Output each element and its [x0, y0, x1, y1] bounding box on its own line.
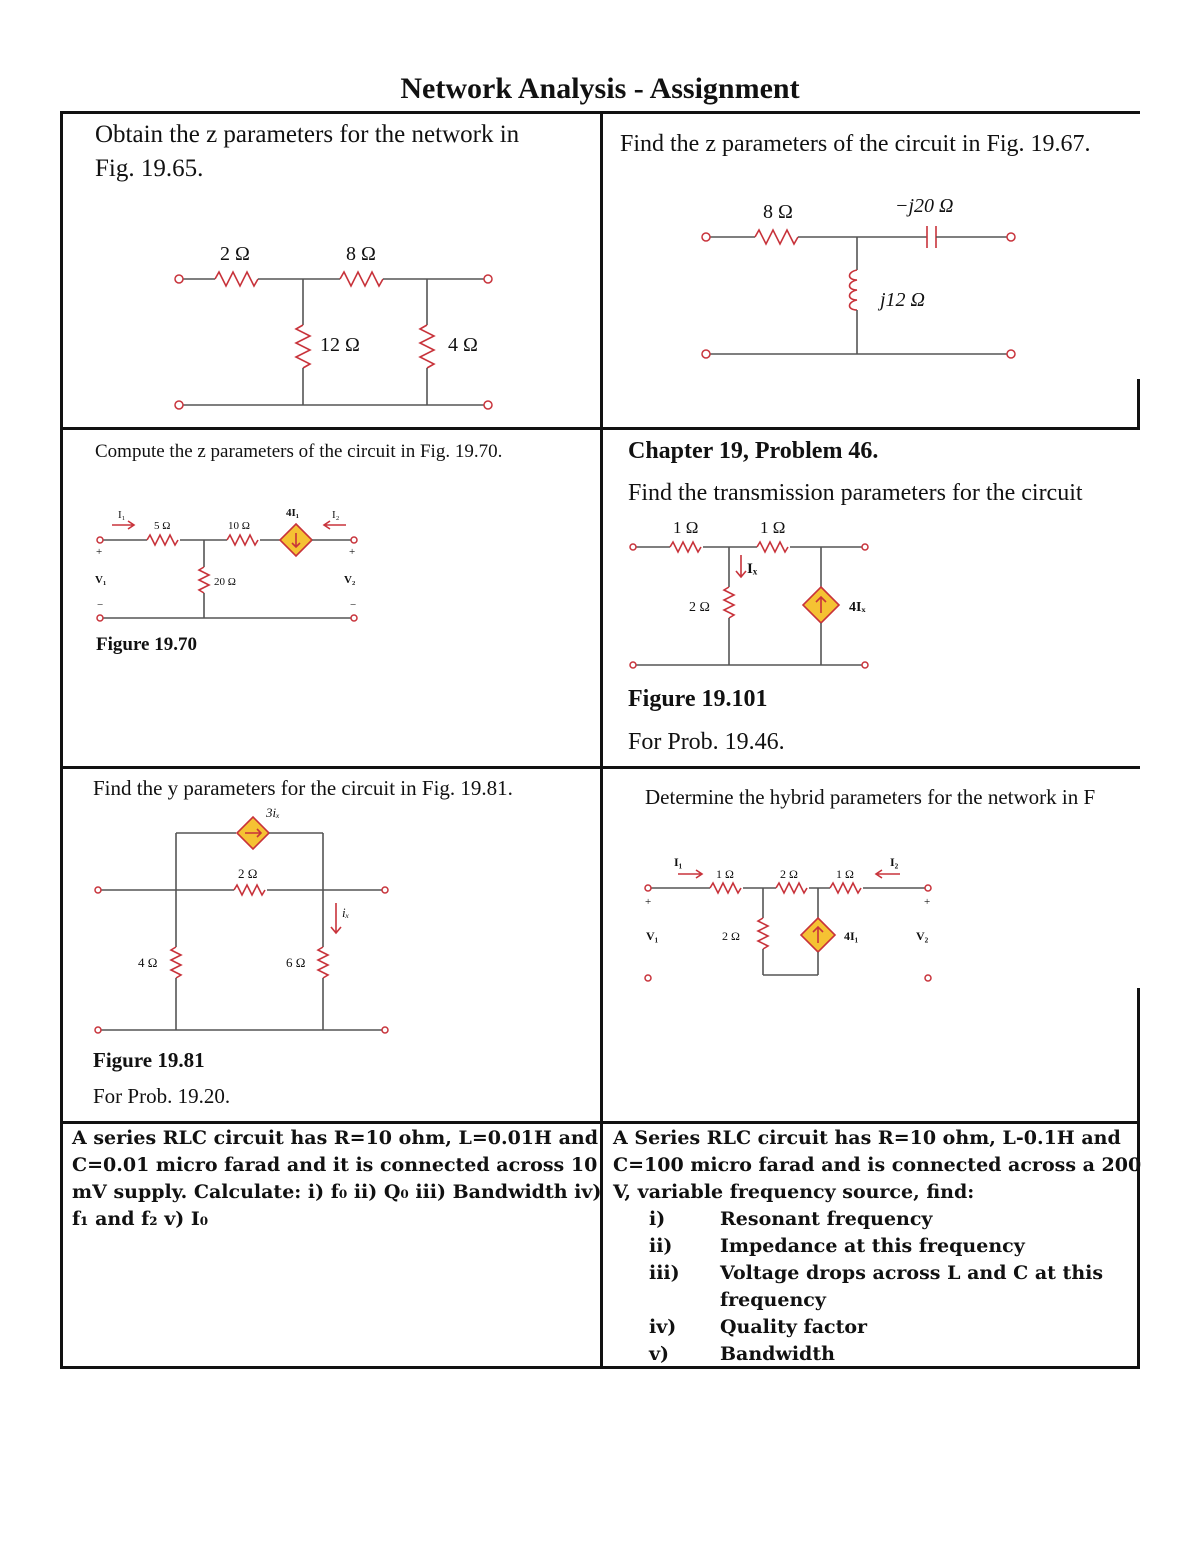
cell3-text: Compute the z parameters of the circuit in Fig. 19.70.: [95, 441, 503, 462]
list-item: iii) Voltage drops across L and C at this: [649, 1262, 1104, 1284]
resistor-label: 2 Ω: [689, 600, 710, 615]
source-label: 4I₁: [286, 507, 300, 519]
cell8-line: A Series RLC circuit has R=10 ohm, L-0.1H and: [613, 1127, 1121, 1149]
voltage-label: V₁: [95, 574, 107, 586]
circuit-fig-19-67: [695, 188, 1025, 368]
table-rule: [60, 111, 63, 1369]
circuit-fig-19-70: [92, 505, 367, 625]
resistor-label: 6 Ω: [286, 955, 306, 970]
resistor-label: 2 Ω: [220, 243, 250, 265]
list-item: v) Bandwidth: [649, 1343, 835, 1365]
cell1-text-line1: Obtain the z parameters for the network in: [95, 121, 520, 148]
current-label: I₁: [674, 855, 683, 869]
cell4-text: Find the transmission parameters for the circuit: [628, 480, 1083, 506]
svg-text:+: +: [924, 896, 931, 908]
inductor-label: j12 Ω: [880, 289, 926, 311]
cell4-figure-label: Figure 19.101: [628, 686, 768, 712]
cell1-text-line2: Fig. 19.65.: [95, 155, 204, 182]
cell6-text: Determine the hybrid parameters for the network in F: [645, 785, 1096, 809]
resistor-label: 2 Ω: [238, 866, 258, 881]
resistor-label: 2 Ω: [722, 929, 740, 943]
resistor-label: 2 Ω: [780, 867, 798, 881]
source-label: 4I₁: [844, 929, 859, 943]
list-item: iv) Quality factor: [649, 1316, 868, 1338]
resistor-label: 1 Ω: [673, 518, 699, 537]
circuit-fig-19-81: [88, 805, 398, 1040]
list-item: i) Resonant frequency: [649, 1208, 933, 1230]
current-label: Iₓ: [747, 561, 758, 577]
cell4-caption: For Prob. 19.46.: [628, 729, 785, 755]
voltage-label: V₁: [646, 929, 659, 943]
resistor-label: 1 Ω: [836, 867, 854, 881]
resistor-label: 1 Ω: [716, 867, 734, 881]
cell3-figure-label: Figure 19.70: [96, 634, 197, 655]
list-item: ii) Impedance at this frequency: [649, 1235, 1025, 1257]
page-title: Network Analysis - Assignment: [400, 72, 800, 105]
resistor-label: 1 Ω: [760, 518, 786, 537]
cell7-line: A series RLC circuit has R=10 ohm, L=0.01H and: [72, 1127, 598, 1149]
resistor-label: 10 Ω: [228, 520, 250, 532]
circuit-fig-19-101: [625, 515, 875, 675]
current-label: I₂: [890, 855, 899, 869]
cell7-line: mV supply. Calculate: i) f₀ ii) Q₀ iii) Bandwidth iv): [72, 1181, 602, 1203]
resistor-label: 8 Ω: [763, 201, 793, 223]
cell7-line: C=0.01 micro farad and it is connected across 10: [72, 1154, 598, 1176]
svg-text:−: −: [350, 599, 357, 611]
cell5-figure-label: Figure 19.81: [93, 1048, 205, 1072]
current-label: I₂: [332, 509, 340, 521]
svg-text:+: +: [96, 546, 103, 558]
resistor-label: 20 Ω: [214, 576, 236, 588]
cell7-line: f₁ and f₂ v) I₀: [72, 1208, 209, 1230]
list-item: frequency: [720, 1289, 826, 1311]
current-label: I₁: [118, 509, 126, 521]
cell4-heading: Chapter 19, Problem 46.: [628, 438, 879, 464]
capacitor-label: −j20 Ω: [895, 195, 954, 217]
cell8-line: C=100 micro farad and is connected across a 200: [613, 1154, 1142, 1176]
resistor-label: 5 Ω: [154, 520, 171, 532]
resistor-label: 4 Ω: [448, 334, 478, 356]
cell8-question-list: [613, 1206, 1103, 1368]
cell5-text: Find the y parameters for the circuit in Fig. 19.81.: [93, 776, 513, 800]
cell5-caption: For Prob. 19.20.: [93, 1084, 231, 1108]
voltage-label: V₂: [344, 574, 356, 586]
source-label: 4Iₓ: [849, 600, 866, 615]
cell8-line: V, variable frequency source, find:: [613, 1181, 975, 1203]
resistor-label: 8 Ω: [346, 243, 376, 265]
circuit-hybrid-network: [640, 850, 940, 985]
cell7-problem: [72, 1125, 601, 1233]
cell6-text-clip: [645, 780, 1137, 820]
resistor-label: 4 Ω: [138, 955, 158, 970]
cell2-text: Find the z parameters of the circuit in Fig. 19.67.: [620, 131, 1091, 157]
cell8-problem: [613, 1125, 1141, 1206]
source-label: 3iₓ: [266, 805, 280, 820]
current-label: iₓ: [342, 905, 350, 920]
table-rule: [1137, 988, 1140, 1121]
svg-text:+: +: [645, 896, 652, 908]
resistor-label: 12 Ω: [320, 334, 360, 356]
circuit-fig-19-65: [170, 235, 500, 420]
voltage-label: V₂: [916, 929, 929, 943]
svg-text:+: +: [349, 546, 356, 558]
table-rule: [1137, 379, 1140, 427]
svg-text:−: −: [97, 599, 104, 611]
